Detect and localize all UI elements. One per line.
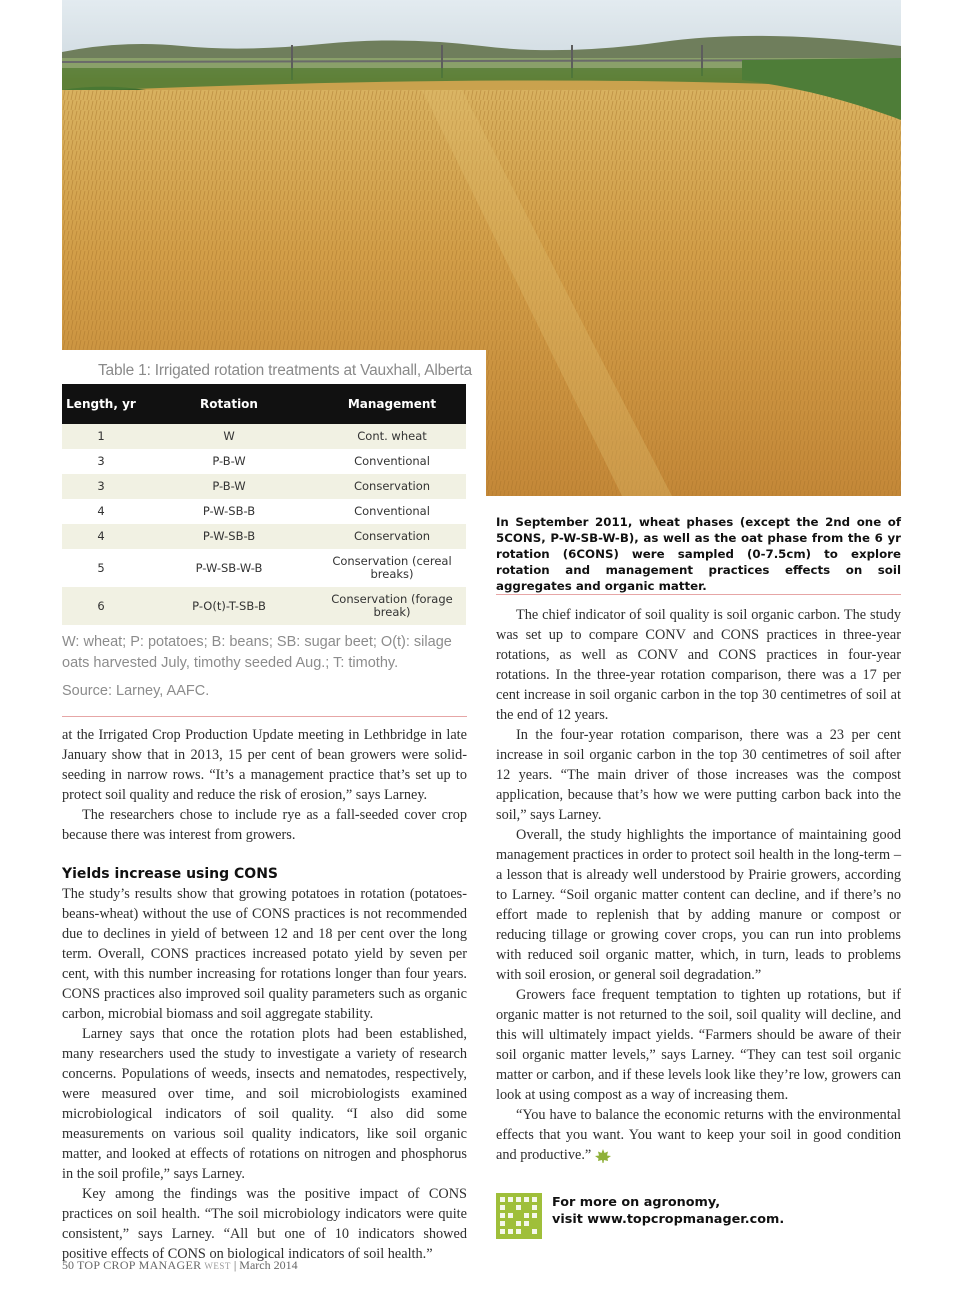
cell-management: Conservation (cereal breaks)	[332, 554, 452, 581]
paragraph: The study’s results show that growing potatoes in rotation (potatoes-beans-wheat) without the use of CONS practices is not recommended due to declines in yield of between 12 and 18 per cent over the long term. Overall, CONS practices increased potato yield by seven per cent, with this number increasing for rotations longer than four years. CONS practices also improved soil quality parameters such as organic carbon, microbial biomass and soil aggregate stability.	[62, 886, 467, 1022]
cell-length: 4	[62, 524, 140, 549]
cell-length: 6	[62, 587, 140, 625]
cell-length: 4	[97, 504, 105, 518]
paragraph: In the four-year rotation comparison, there was a 23 per cent increase in soil organic carbon in the top 30 centimetres of soil after 12 years. “The main driver of those increases was the compost application, because that’s how we were putting carbon back into the soil,” says Larney.	[496, 727, 901, 823]
paragraph: Larney says that once the rotation plots had been established, many researchers used the study to investigate a variety of research concerns. Populations of weeds, insects and nematodes, respectively, were measured over time, and soil microbiologists examined microbiological indicators of soil quality. “I also did some measurements on various soil quality indicators, like soil organic matter, and looked at effects of rotations on nitrogen and phosphorus in the soil profile,” says Larney.	[62, 1026, 467, 1182]
cell-rotation: W	[140, 424, 318, 449]
paragraph: at the Irrigated Crop Production Update meeting in Lethbridge in late January show that in 2013, 15 per cent of bean growers were solid-seeding in narrow rows. “It’s a management practice that’s set up to protect soil quality and reduce the risk of erosion,” says Larney.	[62, 727, 467, 803]
cell-rotation: P-W-SB-B	[202, 504, 256, 518]
issue-date: March 2014	[239, 1258, 298, 1272]
cell-rotation: P-W-SB-W-B	[195, 560, 263, 575]
magazine-edition: WEST	[204, 1261, 231, 1271]
table-row	[62, 524, 466, 549]
table-note: W: wheat; P: potatoes; B: beans; SB: sugar beet; O(t): silage oats harvested July, timothy seeded Aug.; T: timothy.	[62, 634, 452, 671]
footer-separator: |	[233, 1258, 237, 1272]
right-column-body	[496, 605, 901, 1165]
closing-paragraph	[496, 1105, 901, 1165]
cell-management: Conservation (forage break)	[318, 587, 466, 625]
divider-rule	[62, 716, 467, 717]
page-footer	[62, 1258, 298, 1273]
left-column-body	[62, 864, 467, 1264]
cell-management: Cont. wheat	[318, 424, 466, 449]
magazine-name: TOP CROP MANAGER	[77, 1258, 202, 1272]
qr-code-icon	[496, 1193, 542, 1239]
promo-link[interactable]: visit www.topcropmanager.com.	[552, 1212, 785, 1227]
subheading: Yields increase using CONS	[62, 866, 279, 882]
photo-caption: In September 2011, wheat phases (except the 2nd one of 5CONS, P-W-SB-W-B), as well as the oat phase from the 6 yr rotation (6CONS) were sampled (0-7.5cm) to explore rotation and management practices effects on soil aggregates and organic matter.	[496, 515, 901, 593]
table-row	[62, 499, 466, 524]
closing-paragraph-text: “You have to balance the economic returns with the environmental effects that you want. You want to keep your soil in good condition and productive.”	[496, 1107, 901, 1163]
promo-text	[552, 1194, 784, 1228]
cell-rotation: P-B-W	[212, 454, 246, 468]
cell-length: 3	[97, 454, 105, 468]
cell-length: 3	[62, 474, 140, 499]
paragraph: Key among the findings was the positive impact of CONS practices on soil health. “The soil microbiology indicators were quite consistent,” says Larney. “All but one of 10 indicators showed positive effects of CONS on biological indicators of soil health.”	[62, 1186, 467, 1262]
maple-leaf-icon	[595, 1149, 611, 1163]
cell-length: 1	[62, 424, 140, 449]
table-row	[62, 424, 466, 449]
table-header-row	[62, 384, 466, 424]
table-source: Source: Larney, AAFC.	[62, 683, 210, 699]
caption-divider-rule	[496, 594, 901, 595]
paragraph: Overall, the study highlights the importance of maintaining good management practices in order to protect soil health in the long-term – a lesson that is already well understood by Prairie growers, according to Larney. “Soil organic matter content can decline, and if there’s no effort made to replenish that by adding manure or compost or reducing tillage or growing cover crops, you can run into problems with reduced soil organic matter, which, in turn, leads to problems with soil erosion, or general soil degradation.”	[496, 827, 901, 983]
promo-line-1: For more on agronomy,	[552, 1195, 721, 1210]
page-number: 50	[62, 1258, 74, 1272]
cell-length: 5	[97, 560, 105, 575]
rotation-table	[62, 384, 466, 625]
cell-rotation: P-O(t)-T-SB-B	[140, 587, 318, 625]
table-row	[62, 549, 466, 587]
cell-management: Conventional	[354, 504, 430, 518]
cell-rotation: P-B-W	[140, 474, 318, 499]
left-column-intro	[62, 725, 467, 845]
paragraph: The researchers chose to include rye as a fall-seeded cover crop because there was interest from growers.	[62, 807, 467, 843]
paragraph: The chief indicator of soil quality is soil organic carbon. The study was set up to compare CONV and CONS practices in three-year rotations, as well as CONV and CONS practices in four-year rotations. In the three-year rotation comparison, there was a 17 per cent increase in soil organic carbon in the top 30 centimetres of soil at the end of 12 years.	[496, 607, 901, 723]
table-row	[62, 587, 466, 625]
table-title: Table 1: Irrigated rotation treatments at Vauxhall, Alberta	[98, 362, 472, 379]
cell-management: Conservation	[318, 524, 466, 549]
header-management: Management	[318, 384, 466, 424]
header-length: Length, yr	[62, 384, 140, 424]
paragraph: Growers face frequent temptation to tighten up rotations, but if organic matter is not returned to the soil, soil quality will decline, and this will ultimately impact yields. “Farmers should be aware of their soil organic matter levels,” says Larney. “They can test soil organic matter or carbon, and if these levels look like they’re low, growers can look at using compost as a way of increasing them.	[496, 987, 901, 1103]
rotation-table-panel	[62, 350, 486, 716]
cell-rotation: P-W-SB-B	[140, 524, 318, 549]
promo-block	[496, 1193, 901, 1239]
header-rotation: Rotation	[140, 384, 318, 424]
table-row	[62, 449, 466, 474]
cell-management: Conservation	[318, 474, 466, 499]
cell-management: Conventional	[354, 454, 430, 468]
table-row	[62, 474, 466, 499]
